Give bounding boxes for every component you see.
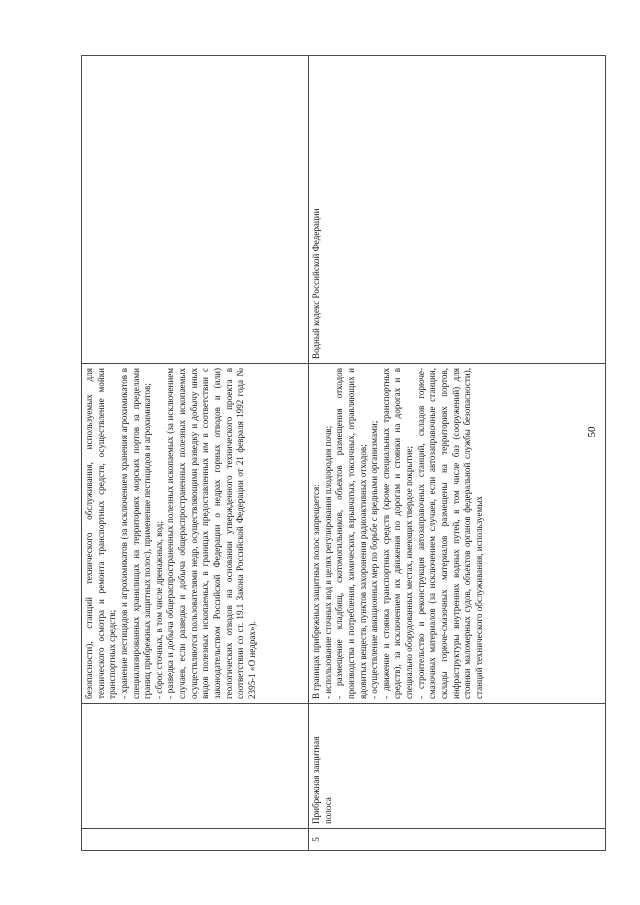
restriction-line: - разведка и добыча общераспространенных полезных ископаемых (за исключением случаев, если разведка и добыча общераспространенных полезных ископаемых осуществляются пользователями недр, осуществляющими разведку и добычу иных видов полезных ископаемых, в границах предоставленных им в соответствии с законодательством Российской Федерации о недрах горных отводов и (или) геологических отводов на основании утвержденного технического проекта в соответствии со ст. 19.1 Закона Российской Федерации от 21 февраля 1992 года № 2395-1 «О недрах»). [165,368,257,699]
restriction-line: - осуществление авиационных мер по борьбе с вредными организмами; [369,420,380,699]
restriction-line: безопасности), станций технического обслуживания, используемых для технического осмотра и ремонта транспортных средств, осуществление мойки транспортных средств; [84,368,118,699]
restriction-line: - сброс сточных, в том числе дренажных, вод; [153,521,164,699]
restriction-line: В границах прибрежных защитных полос запрещается: [311,484,321,699]
source-cell: Водный кодекс Российской Федерации [309,56,606,364]
table-row [309,56,606,851]
row-number-cell: 5 [309,829,606,851]
rotated-table-container [81,56,603,851]
restriction-line: - строительство и реконструкция автозаправочных станций, складов горюче-смазочных материалов (за исключением случаев, если автозаправочные станции, склады горюче-смазочных материалов размещены на территориях портов, инфраструктуры внутренних водных путей, в том числе баз (сооружений) для стоянки маломерных судов, объектов органов федеральной службы безопасности), станций технического обслуживания, используемых [415,368,484,699]
table-row [82,56,309,851]
restriction-line: - хранение пестицидов и агрохимикатов (за исключением хранения агрохимикатов в специализированных хранилищах на территориях морских портов за пределами границ прибрежных защитных полос), применение пестицидов и агрохимикатов; [118,368,153,699]
restrictions-cell [309,364,606,704]
zone-name-cell [82,704,309,829]
zones-table [81,55,606,851]
restriction-line: - размещение кладбищ, скотомогильников, объектов размещения отходов производства и потребления, химических, взрывчатых, токсичных, отравляющих и ядовитых веществ, пунктов захоронения радиоактивных отходов; [334,368,368,699]
row-number-cell [82,829,309,851]
restriction-line: - использование сточных вод в целях регулирования плодородия почв; [322,425,333,699]
zone-name-cell: Прибрежная защитная полоса [309,704,606,829]
restrictions-cell [82,364,309,704]
source-cell [82,56,309,364]
page-number: 50 [586,426,598,438]
restriction-line: - движение и стоянка транспортных средств (кроме специальных транспортных средств), за исключением их движения по дорогам и стоянки на дорогах и в специально оборудованных местах, имеющих твердое покрытие; [380,368,414,699]
